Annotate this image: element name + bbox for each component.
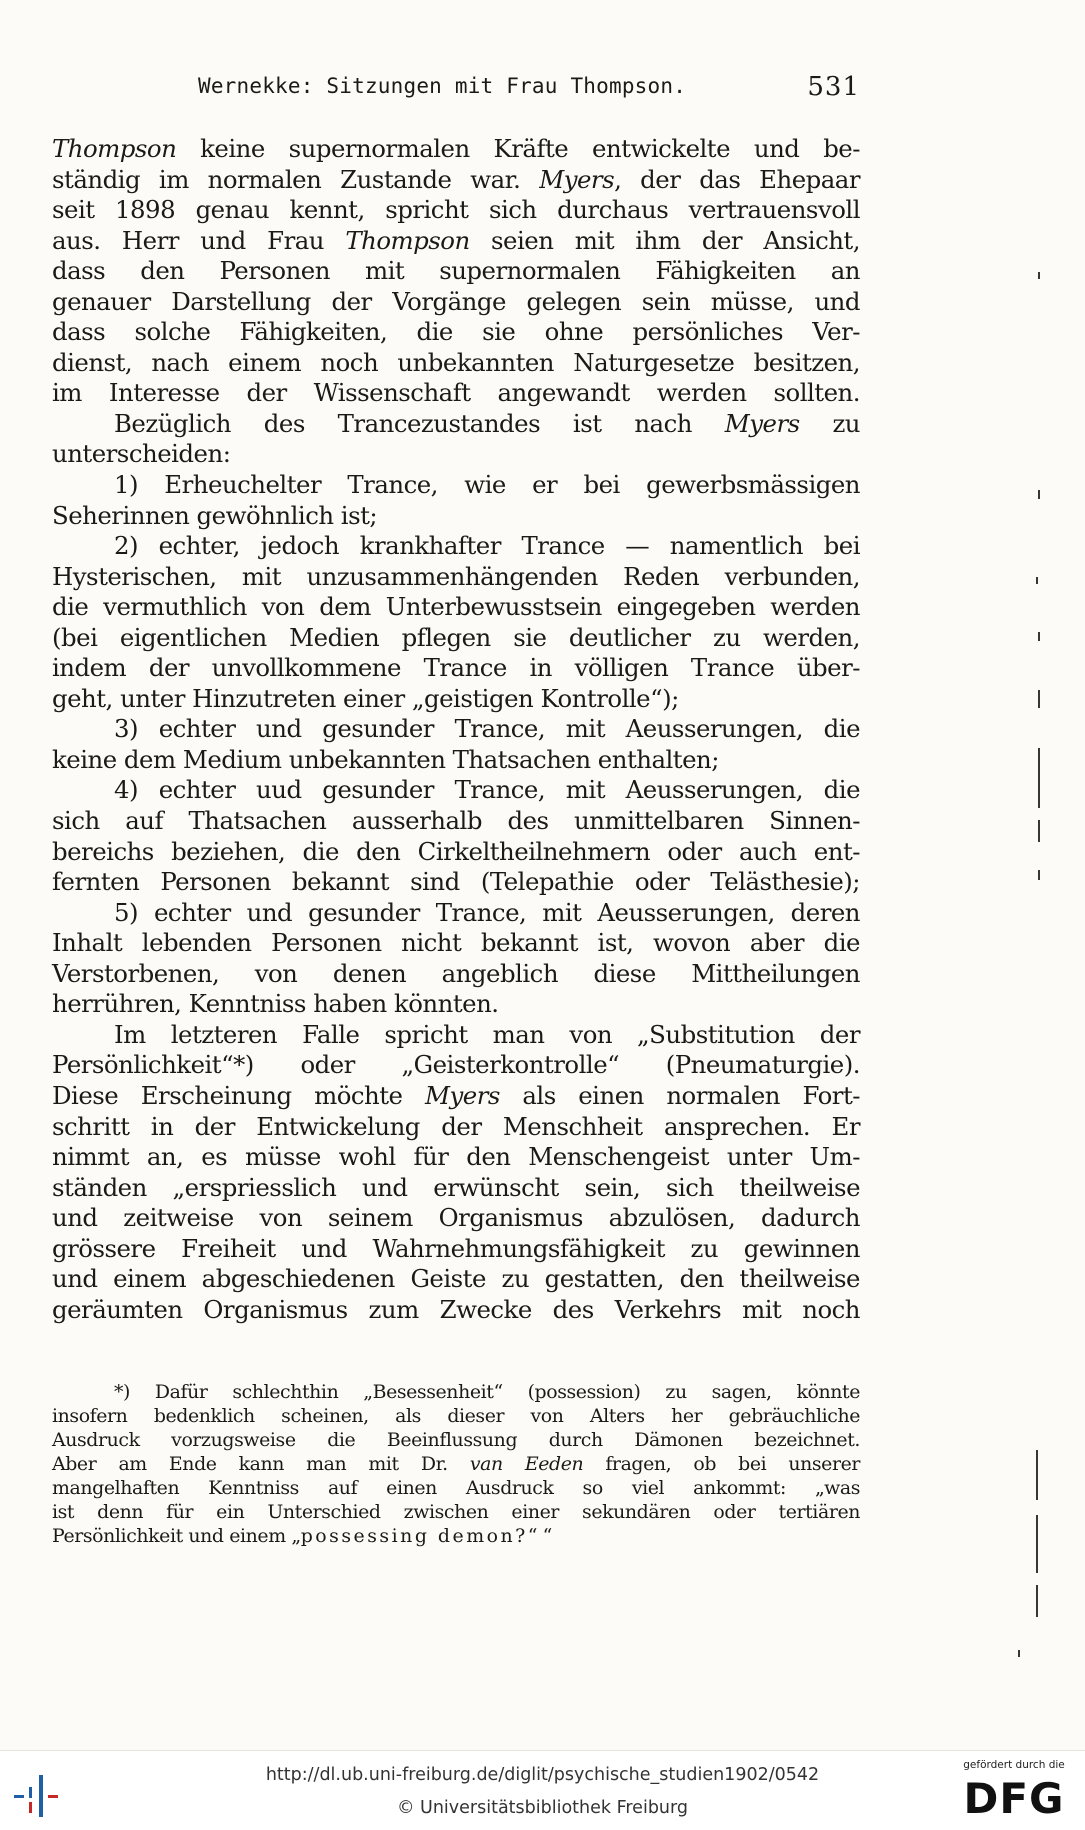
scan-margin-mark [1038,272,1040,279]
text-line: dass den Personen mit supernormalen Fähigkeiten an [52,256,860,286]
text-line: genauer Darstellung der Vorgänge gelegen sein müsse, und [52,286,860,316]
text-line: keine dem Medium unbekannten Thatsachen enthalten; [52,744,719,774]
scan-margin-mark [1036,1450,1038,1500]
text-line: seit 1898 genau kennt, spricht sich durchaus vertrauensvoll [52,195,860,225]
copyright-notice: © Universitätsbibliothek Freiburg [396,1798,689,1818]
text-line: Diese Erscheinung möchte Myers als einen normalen Fort- [52,1080,860,1110]
text-line: im Interesse der Wissenschaft angewandt werden sollten. [52,378,860,408]
footnote-line: Ausdruck vorzugsweise die Beeinflussung durch Dämonen bezeichnet. [52,1429,860,1451]
text-line: Persönlichkeit“*) oder „Geisterkontrolle“ (Pneumaturgie). [52,1050,860,1080]
text-line: die vermuthlich von dem Unterbewusstsein eingegeben werden [52,592,860,622]
text-line: aus. Herr und Frau Thompson seien mit ihm der Ansicht, [52,225,860,255]
text-line: geht, unter Hinzutreten einer „geistigen Kontrolle“); [52,683,679,713]
text-line: 4) echter uud gesunder Trance, mit Aeusserungen, die [114,775,860,805]
text-line: 1) Erheuchelter Trance, wie er bei gewerbsmässigen [114,470,860,500]
text-line: 3) echter und gesunder Trance, mit Aeusserungen, die [114,714,860,744]
viewer-footer [0,1750,1085,1830]
footnote-line: *) Dafür schlechthin „Besessenheit“ (possession) zu sagen, könnte [114,1381,860,1403]
scan-margin-mark [1038,632,1040,641]
running-title: Wernekke: Sitzungen mit Frau Thompson. [198,74,687,98]
text-line: 2) echter, jedoch krankhafter Trance — namentlich bei [114,531,860,561]
footnote-line: Aber am Ende kann man mit Dr. van Eeden fragen, ob bei unserer [52,1453,860,1475]
text-line: und zeitweise von seinem Organismus abzulösen, dadurch [52,1203,860,1233]
text-line: Im letzteren Falle spricht man von „Substitution der [114,1019,860,1049]
text-line: sich auf Thatsachen ausserhalb des unmittelbaren Sinnen- [52,806,860,836]
page-number: 531 [807,72,860,102]
dfg-funding-badge [955,1759,1073,1825]
text-line: bereichs beziehen, die den Cirkeltheilnehmern oder auch ent- [52,836,860,866]
text-line: dass solche Fähigkeiten, die sie ohne persönliches Ver- [52,317,860,347]
main-text [52,134,860,1325]
footnote-line: insofern bedenklich scheinen, als dieser von Alters her gebräuchliche [52,1405,860,1427]
text-line: Verstorbenen, von denen angeblich diese Mittheilungen [52,958,860,988]
text-line: und einem abgeschiedenen Geiste zu gestatten, den theilweise [52,1264,860,1294]
scan-margin-mark [1036,577,1038,584]
scan-margin-mark [1036,1585,1038,1617]
text-line: geräumten Organismus zum Zwecke des Verkehrs mit noch [52,1294,860,1324]
footnote-line: Persönlichkeit und einem „possessing demon?“ “ [52,1525,552,1547]
scan-margin-mark [1018,1650,1020,1657]
text-line: unterscheiden: [52,439,231,469]
text-line: Bezüglich des Trancezustandes ist nach Myers zu [114,408,860,438]
text-line: Seherinnen gewöhnlich ist; [52,500,378,530]
scan-margin-mark [1038,748,1040,808]
text-line: Hysterischen, mit unzusammenhängenden Reden verbunden, [52,561,860,591]
scan-margin-mark [1038,690,1040,708]
text-line: fernten Personen bekannt sind (Telepathie oder Telästhesie); [52,867,860,897]
text-line: indem der unvollkommene Trance in völligen Trance über- [52,653,860,683]
text-line: herrühren, Kenntniss haben könnten. [52,989,499,1019]
footnote [52,1380,860,1548]
scan-margin-mark [1036,1515,1038,1573]
dfg-logo: DFG [963,1774,1065,1823]
scan-margin-mark [1038,490,1040,499]
dfg-caption: gefördert durch die [963,1759,1065,1771]
text-line: (bei eigentlichen Medien pflegen sie deutlicher zu werden, [52,622,860,652]
text-line: ständig im normalen Zustande war. Myers, der das Ehepaar [52,164,860,194]
text-line: Inhalt lebenden Personen nicht bekannt ist, wovon aber die [52,928,860,958]
text-line: dienst, nach einem noch unbekannten Naturgesetze besitzen, [52,347,860,377]
footnote-line: mangelhaften Kenntniss auf einen Ausdruck so viel ankommt: „was [52,1477,860,1499]
scan-margin-mark [1038,870,1040,880]
document-url-link[interactable]: http://dl.ub.uni-freiburg.de/diglit/psychische_studien1902/0542 [265,1765,820,1785]
text-line: schritt in der Entwickelung der Menschheit ansprechen. Er [52,1111,860,1141]
text-line: Thompson keine supernormalen Kräfte entwickelte und be- [52,134,860,163]
text-line: ständen „erspriesslich und erwünscht sein, sich theilweise [52,1172,860,1202]
scan-margin-mark [1038,820,1040,842]
text-line: nimmt an, es müsse wohl für den Menschengeist unter Um- [52,1142,860,1172]
page-header [50,68,860,108]
text-line: 5) echter und gesunder Trance, mit Aeusserungen, deren [114,897,860,927]
text-line: grössere Freiheit und Wahrnehmungsfähigkeit zu gewinnen [52,1233,860,1263]
footnote-line: ist denn für ein Unterschied zwischen einer sekundären oder tertiären [52,1501,860,1523]
